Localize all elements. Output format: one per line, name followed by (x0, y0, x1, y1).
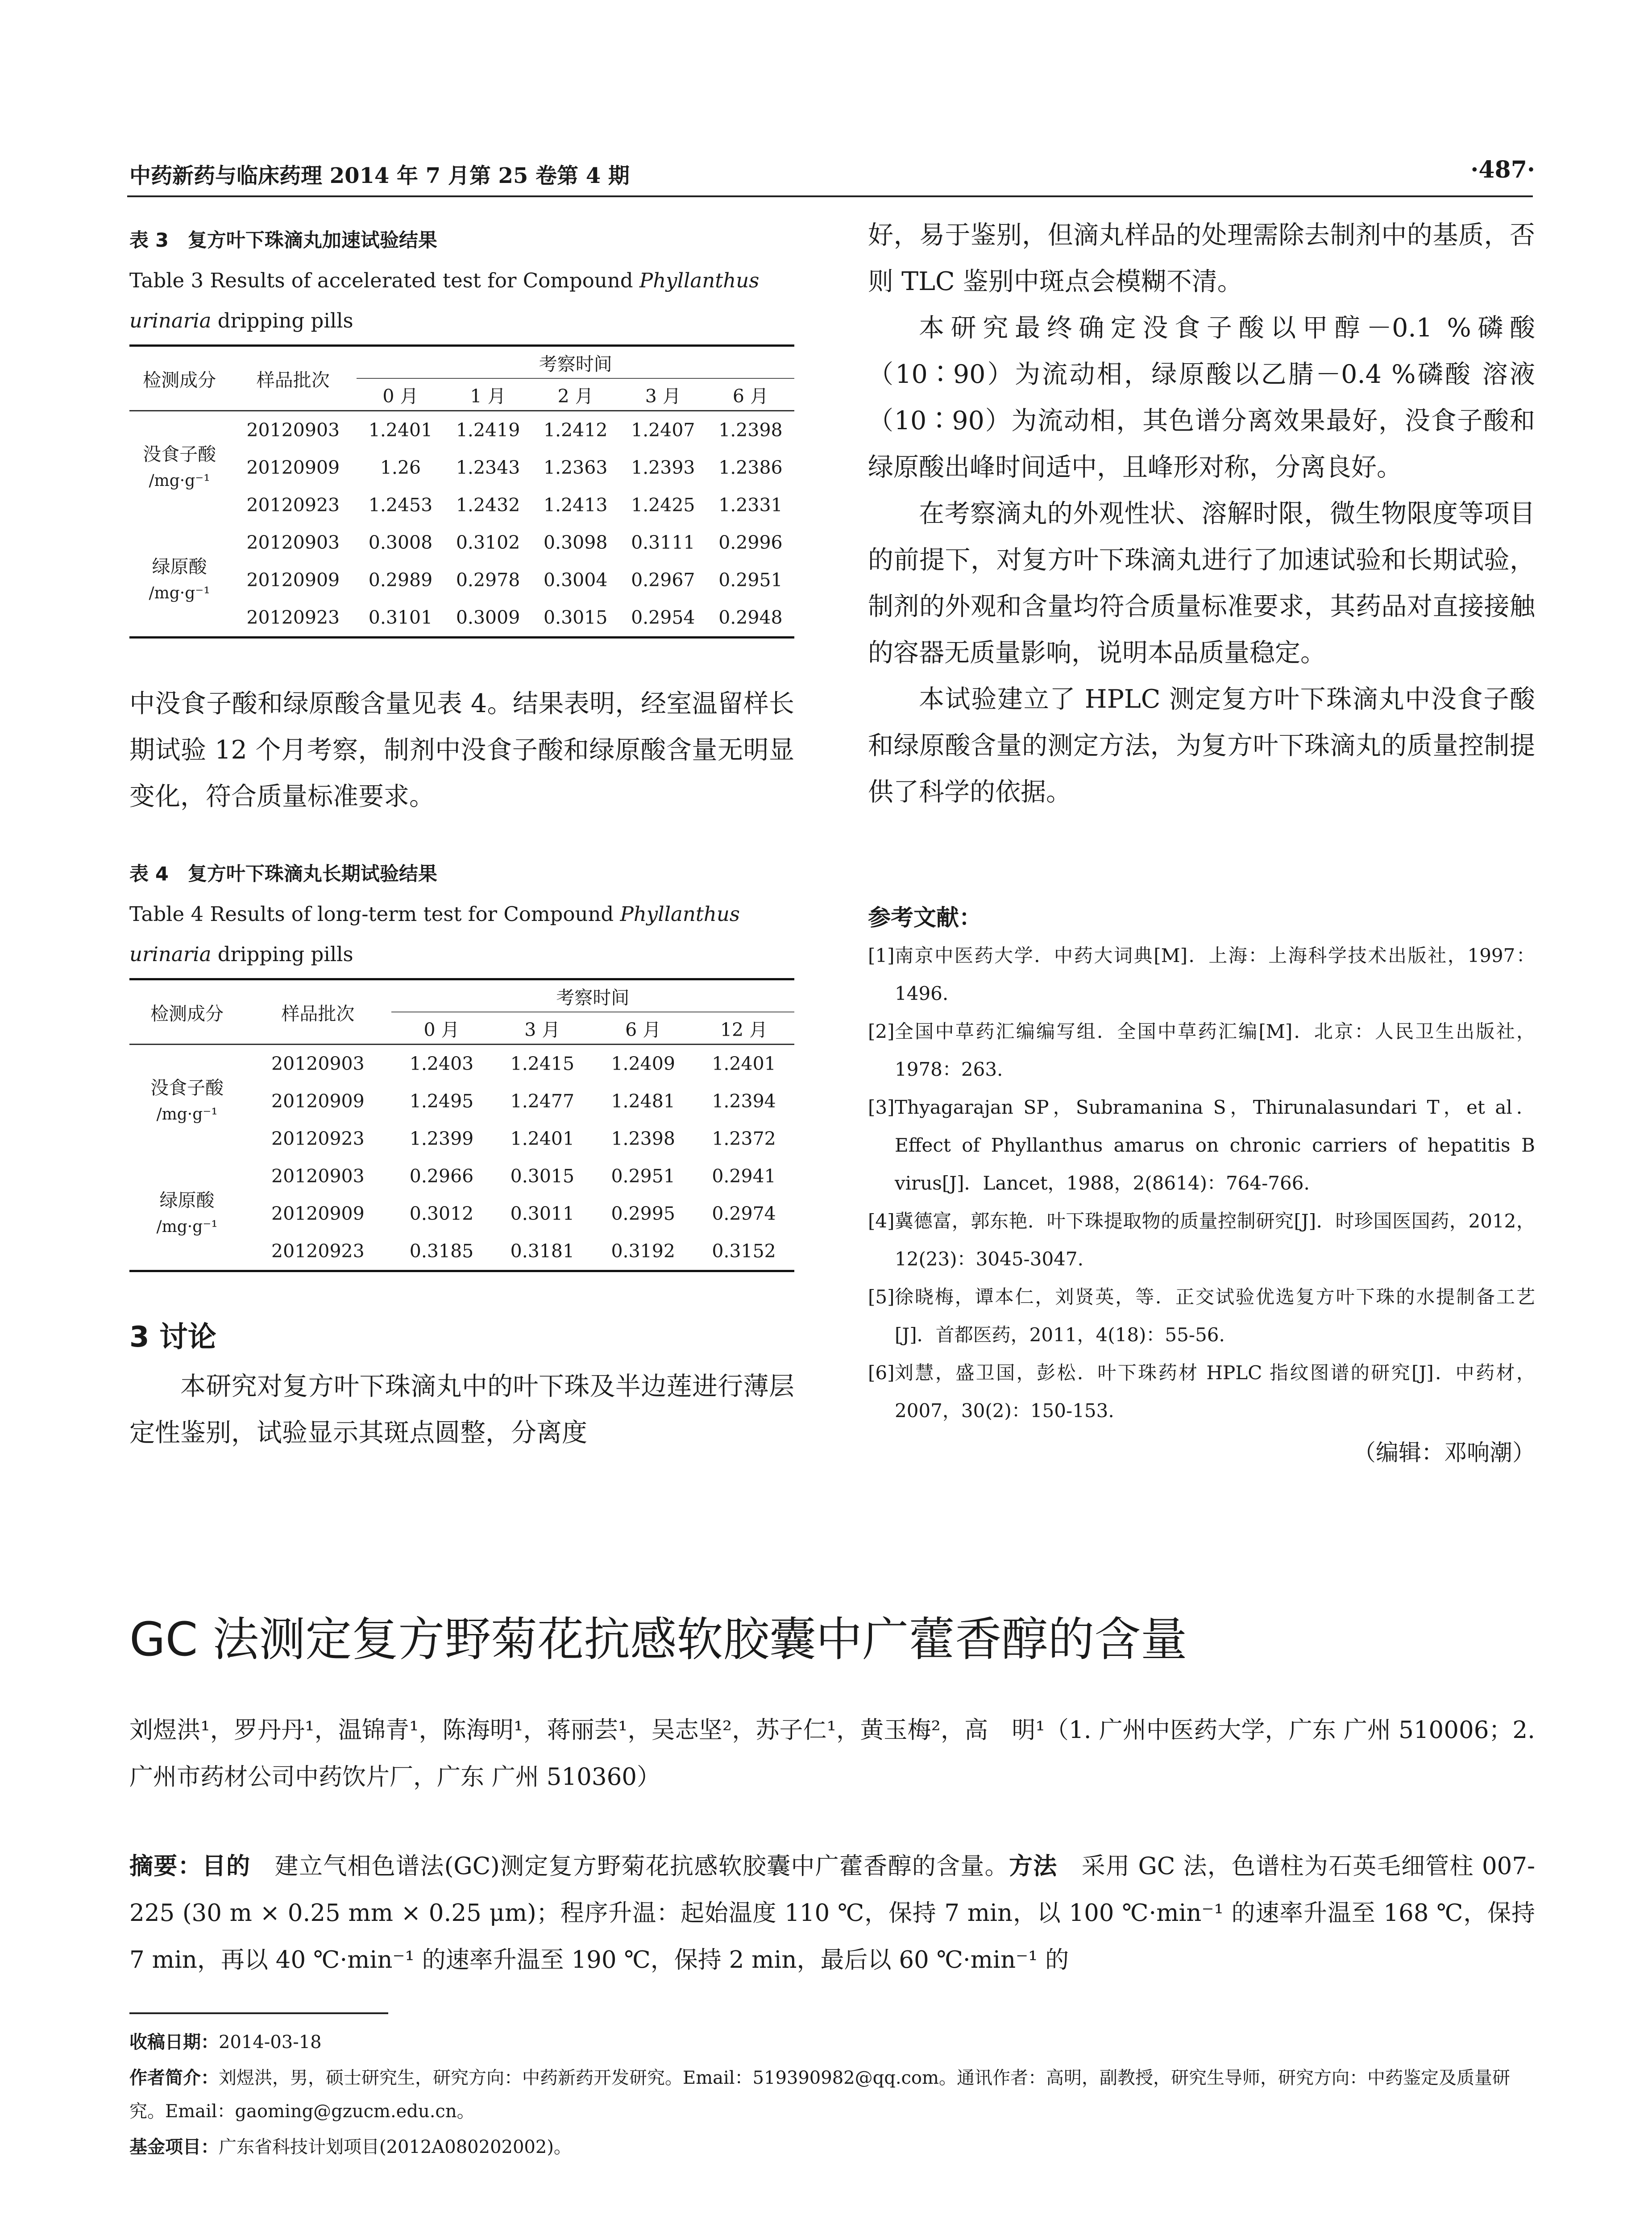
table3-row (129, 599, 794, 638)
table3-value-cell: 1.2419 (456, 419, 520, 441)
table4-value-cell: 0.2951 (611, 1165, 675, 1187)
table4-value-cell: 0.2974 (712, 1203, 776, 1224)
table4-month-2: 6 月 (593, 1012, 693, 1045)
table3-value-cell: 1.2331 (718, 494, 783, 516)
table4-value-cell: 1.2401 (510, 1128, 575, 1149)
table4-value-cell: 1.2409 (611, 1053, 675, 1074)
editor-note: （编辑：邓响潮） (1353, 1440, 1535, 1466)
table4-row (129, 1045, 794, 1083)
right-paragraph-0: 好，易于鉴别，但滴丸样品的处理需除去制剂中的基质，否则 TLC 鉴别中斑点会模糊不清。 (868, 220, 1535, 296)
table3 (129, 344, 794, 639)
table3-value-cell: 0.3102 (456, 532, 520, 553)
table3-value-cell: 0.3098 (543, 532, 608, 553)
table4-month-0: 0 月 (391, 1012, 492, 1045)
table3-caption-en: Table 3 Results of accelerated test for Compound Phyllanthus urinaria dripping pills (129, 269, 760, 332)
table3-value-cell: 1.2363 (543, 457, 608, 478)
table3-value-cell: 0.3015 (532, 599, 619, 638)
table4-value-cell: 0.2966 (409, 1165, 474, 1187)
table4-component-cell (129, 1045, 245, 1158)
reference-text: 冀德富，郭东艳．叶下珠提取物的质量控制研究[J]．时珍国医国药，2012，12(23)：3045-3047. (895, 1210, 1535, 1270)
fund-info: 基金项目：广东省科技计划项目(2012A080202002)。 (129, 2137, 572, 2157)
right-paragraph-1: 本研究最终确定没食子酸以甲醇－0.1 %磷酸（10∶90）为流动相，绿原酸以乙腈－0.4 %磷酸 溶液（10∶90）为流动相，其色谱分离效果最好，没食子酸和绿原酸出峰时间适中，且峰形对称，分离良好。 (868, 313, 1535, 482)
table3-row (129, 561, 794, 599)
table3-batch-cell: 20120923 (246, 494, 340, 516)
reference-number: [4] (868, 1210, 895, 1232)
table4-component-name: 绿原酸 (159, 1190, 215, 1211)
table4-value-cell: 0.3152 (693, 1232, 794, 1271)
reference-text: 南京中医药大学．中药大词典[M]．上海：上海科学技术出版社，1997：1496. (895, 945, 1535, 1004)
table3-batch-cell: 20120903 (246, 419, 340, 441)
table3-value-cell: 1.2425 (631, 494, 695, 516)
table3-value-cell: 0.2996 (718, 532, 783, 553)
table3-block (129, 225, 794, 639)
table4-value-cell: 0.3181 (492, 1232, 593, 1271)
table3-value-cell: 0.2951 (718, 569, 783, 591)
reference-text: 刘慧，盛卫国，彭松．叶下珠药材 HPLC 指纹图谱的研究[J]．中药材，2007，30(2)：150-153. (895, 1362, 1535, 1422)
reference-item (868, 1088, 1535, 1202)
table4-component-cell (129, 1157, 245, 1271)
left-paragraph-1: 中没食子酸和绿原酸含量见表 4。结果表明，经室温留样长期试验 12 个月考察，制剂中没食子酸和绿原酸含量无明显变化，符合质量标准要求。 (129, 689, 794, 811)
table3-month-1: 1 月 (444, 378, 532, 411)
table3-caption-zh: 表 3 复方叶下珠滴丸加速试验结果 (129, 229, 437, 252)
header-rule (127, 195, 1533, 197)
table3-value-cell: 0.3008 (368, 532, 433, 553)
reference-text: 全国中草药汇编编写组．全国中草药汇编[M]．北京：人民卫生出版社，1978：263. (895, 1020, 1535, 1080)
section-3-paragraph: 本研究对复方叶下珠滴丸中的叶下珠及半边莲进行薄层定性鉴别，试验显示其斑点圆整，分离度 (129, 1372, 794, 1447)
right-column (868, 212, 1535, 815)
table3-value-cell: 0.3004 (543, 569, 608, 591)
table3-value-cell: 1.26 (380, 457, 421, 478)
table4-component-name: 没食子酸 (150, 1077, 224, 1099)
reference-item (868, 1354, 1535, 1430)
table3-value-cell: 1.2401 (368, 419, 433, 441)
method-label: 方法 (1009, 1853, 1058, 1880)
page-number: ·487· (1470, 156, 1535, 183)
table4-value-cell: 0.3015 (510, 1165, 575, 1187)
reference-number: [6] (868, 1362, 895, 1384)
table4-value-cell: 0.3011 (510, 1203, 575, 1224)
table4-value-cell: 0.2995 (611, 1203, 675, 1224)
table4-component-unit: /mg·g⁻¹ (156, 1218, 218, 1236)
author-list: 刘煜洪¹，罗丹丹¹，温锦青¹，陈海明¹，蒋丽芸¹，吴志坚²，苏子仁¹，黄玉梅²，高 明¹（1. 广州中医药大学，广东 广州 510006；2. 广州市药材公司中药饮片厂，广东 广州 510360） (129, 1717, 1535, 1791)
table3-value-cell: 0.2948 (707, 599, 794, 638)
abstract-label: 摘要：目的 (129, 1853, 251, 1880)
table4-row (129, 1157, 794, 1195)
section-3-title: 3 讨论 (129, 1321, 216, 1354)
table4-batch-cell: 20120923 (271, 1128, 365, 1149)
references (868, 899, 1535, 1467)
table3-value-cell: 1.2432 (456, 494, 520, 516)
table3-row (129, 411, 794, 449)
table3-header-batch: 样品批次 (229, 346, 357, 411)
footnote-rule (129, 2012, 388, 2014)
table3-row (129, 449, 794, 486)
table4-value-cell: 1.2415 (510, 1053, 575, 1074)
table4-value-cell: 1.2481 (611, 1091, 675, 1112)
table3-component-cell (129, 524, 229, 638)
table3-header-component: 检测成分 (129, 346, 229, 411)
abstract-goal: 建立气相色谱法(GC)测定复方野菊花抗感软胶囊中广藿香醇的含量。 (250, 1853, 1009, 1880)
table3-component-unit: /mg·g⁻¹ (149, 584, 210, 602)
table3-batch-cell: 20120909 (246, 457, 340, 478)
table3-batch-cell: 20120903 (246, 532, 340, 553)
table4-batch-cell: 20120923 (245, 1232, 391, 1271)
author-info: 作者简介：刘煜洪，男，硕士研究生，研究方向：中药新药开发研究。Email：519390982@qq.com。通讯作者：高明，副教授，研究生导师，研究方向：中药鉴定及质量研究。Email：gaoming@gzucm.edu.cn。 (129, 2068, 1510, 2122)
reference-item (868, 1278, 1535, 1354)
table3-component-unit: /mg·g⁻¹ (149, 472, 210, 490)
table4-batch-cell: 20120909 (271, 1203, 365, 1224)
reference-item (868, 1012, 1535, 1088)
table3-value-cell: 0.3009 (444, 599, 532, 638)
reference-list (868, 937, 1535, 1430)
table4-block (129, 859, 794, 1272)
table3-header-period: 考察时间 (357, 346, 794, 379)
reference-number: [1] (868, 945, 895, 966)
table4-value-cell: 1.2403 (409, 1053, 474, 1074)
table4-value-cell: 0.2941 (712, 1165, 776, 1187)
table4-caption-en: Table 4 Results of long-term test for Compound Phyllanthus urinaria dripping pills (129, 902, 740, 966)
table3-month-4: 6 月 (707, 378, 794, 411)
table4-value-cell: 0.3012 (409, 1203, 474, 1224)
table4-batch-cell: 20120903 (271, 1165, 365, 1187)
table3-month-0: 0 月 (357, 378, 444, 411)
table3-value-cell: 1.2413 (543, 494, 608, 516)
table4-value-cell: 1.2372 (712, 1128, 776, 1149)
table3-value-cell: 0.2967 (631, 569, 695, 591)
table4-value-cell: 1.2394 (712, 1091, 776, 1112)
table4-value-cell: 0.3185 (391, 1232, 492, 1271)
table4 (129, 978, 794, 1272)
reference-text: Thyagarajan SP，Subramanina S，Thirunalasundari T，et al．Effect of Phyllanthus amarus on chronic carriers of hepatitis B virus[J]．Lancet，1988，2(8614)：764-766. (895, 1096, 1535, 1194)
right-paragraph-2: 在考察滴丸的外观性状、溶解时限，微生物限度等项目的前提下，对复方叶下珠滴丸进行了加速试验和长期试验，制剂的外观和含量均符合质量标准要求，其药品对直接接触的容器无质量影响，说明本品质量稳定。 (868, 499, 1535, 668)
table4-value-cell: 1.2401 (712, 1053, 776, 1074)
table3-batch-cell: 20120909 (246, 569, 340, 591)
table4-value-cell: 1.2477 (510, 1091, 575, 1112)
references-title: 参考文献： (868, 905, 982, 931)
table3-value-cell: 1.2412 (543, 419, 608, 441)
table4-month-1: 3 月 (492, 1012, 593, 1045)
reference-number: [5] (868, 1286, 895, 1308)
table4-caption-zh: 表 4 复方叶下珠滴丸长期试验结果 (129, 863, 437, 885)
table3-row (129, 524, 794, 561)
method-text: 采用 GC 法，色谱柱为石英毛细管柱 007-225 (30 m × 0.25 mm × 0.25 μm)；程序升温：起始温度 110 ℃，保持 7 min，以 100 ℃·min⁻¹ 的速率升温至 168 ℃，保持 7 min，再以 40 ℃·min⁻¹ 的速率升温至 190 ℃，保持 2 min，最后以 60 ℃·min⁻¹ 的 (129, 1853, 1536, 1974)
table3-component-name: 绿原酸 (152, 556, 207, 577)
table4-header-component: 检测成分 (129, 979, 245, 1045)
table3-value-cell: 1.2453 (368, 494, 433, 516)
table4-header-row (129, 979, 794, 1012)
article-title: GC 法测定复方野菊花抗感软胶囊中广藿香醇的含量 (129, 1612, 1187, 1667)
table3-month-3: 3 月 (619, 378, 707, 411)
table3-value-cell: 1.2393 (631, 457, 695, 478)
table3-batch-cell: 20120923 (229, 599, 357, 638)
table3-value-cell: 0.2954 (619, 599, 707, 638)
received-date: 收稿日期：2014-03-18 (129, 2032, 322, 2053)
table4-value-cell: 1.2495 (409, 1091, 474, 1112)
table4-value-cell: 0.3192 (593, 1232, 693, 1271)
table3-value-cell: 1.2343 (456, 457, 520, 478)
table3-value-cell: 0.2989 (368, 569, 433, 591)
reference-item (868, 937, 1535, 1012)
table4-component-unit: /mg·g⁻¹ (156, 1105, 218, 1124)
table4-value-cell: 1.2398 (611, 1128, 675, 1149)
table4-batch-cell: 20120909 (271, 1091, 365, 1112)
abstract (129, 1843, 1535, 1983)
table4-header-period: 考察时间 (391, 979, 794, 1012)
table3-component-cell (129, 411, 229, 524)
table3-row (129, 486, 794, 524)
table4-value-cell: 1.2399 (409, 1128, 474, 1149)
table3-month-2: 2 月 (532, 378, 619, 411)
table3-component-name: 没食子酸 (143, 444, 216, 465)
table3-value-cell: 0.3111 (631, 532, 695, 553)
table3-header-row (129, 346, 794, 379)
table3-value-cell: 0.3101 (357, 599, 444, 638)
reference-number: [2] (868, 1020, 895, 1042)
table3-value-cell: 1.2407 (631, 419, 695, 441)
right-paragraph-3: 本试验建立了 HPLC 测定复方叶下珠滴丸中没食子酸和绿原酸含量的测定方法，为复方叶下珠滴丸的质量控制提供了科学的依据。 (868, 684, 1535, 807)
table3-value-cell: 1.2386 (718, 457, 783, 478)
table4-batch-cell: 20120903 (271, 1053, 365, 1074)
table4-header-batch: 样品批次 (245, 979, 391, 1045)
reference-text: 徐晓梅，谭本仁，刘贤英，等．正交试验优选复方叶下珠的水提制备工艺[J]．首都医药，2011，4(18)：55-56. (895, 1286, 1535, 1346)
table3-value-cell: 0.2978 (456, 569, 520, 591)
reference-number: [3] (868, 1096, 895, 1118)
table4-month-3: 12 月 (693, 1012, 794, 1045)
reference-item (868, 1202, 1535, 1278)
table3-value-cell: 1.2398 (718, 419, 783, 441)
journal-header: 中药新药与临床药理 2014 年 7 月第 25 卷第 4 期 (129, 163, 630, 188)
